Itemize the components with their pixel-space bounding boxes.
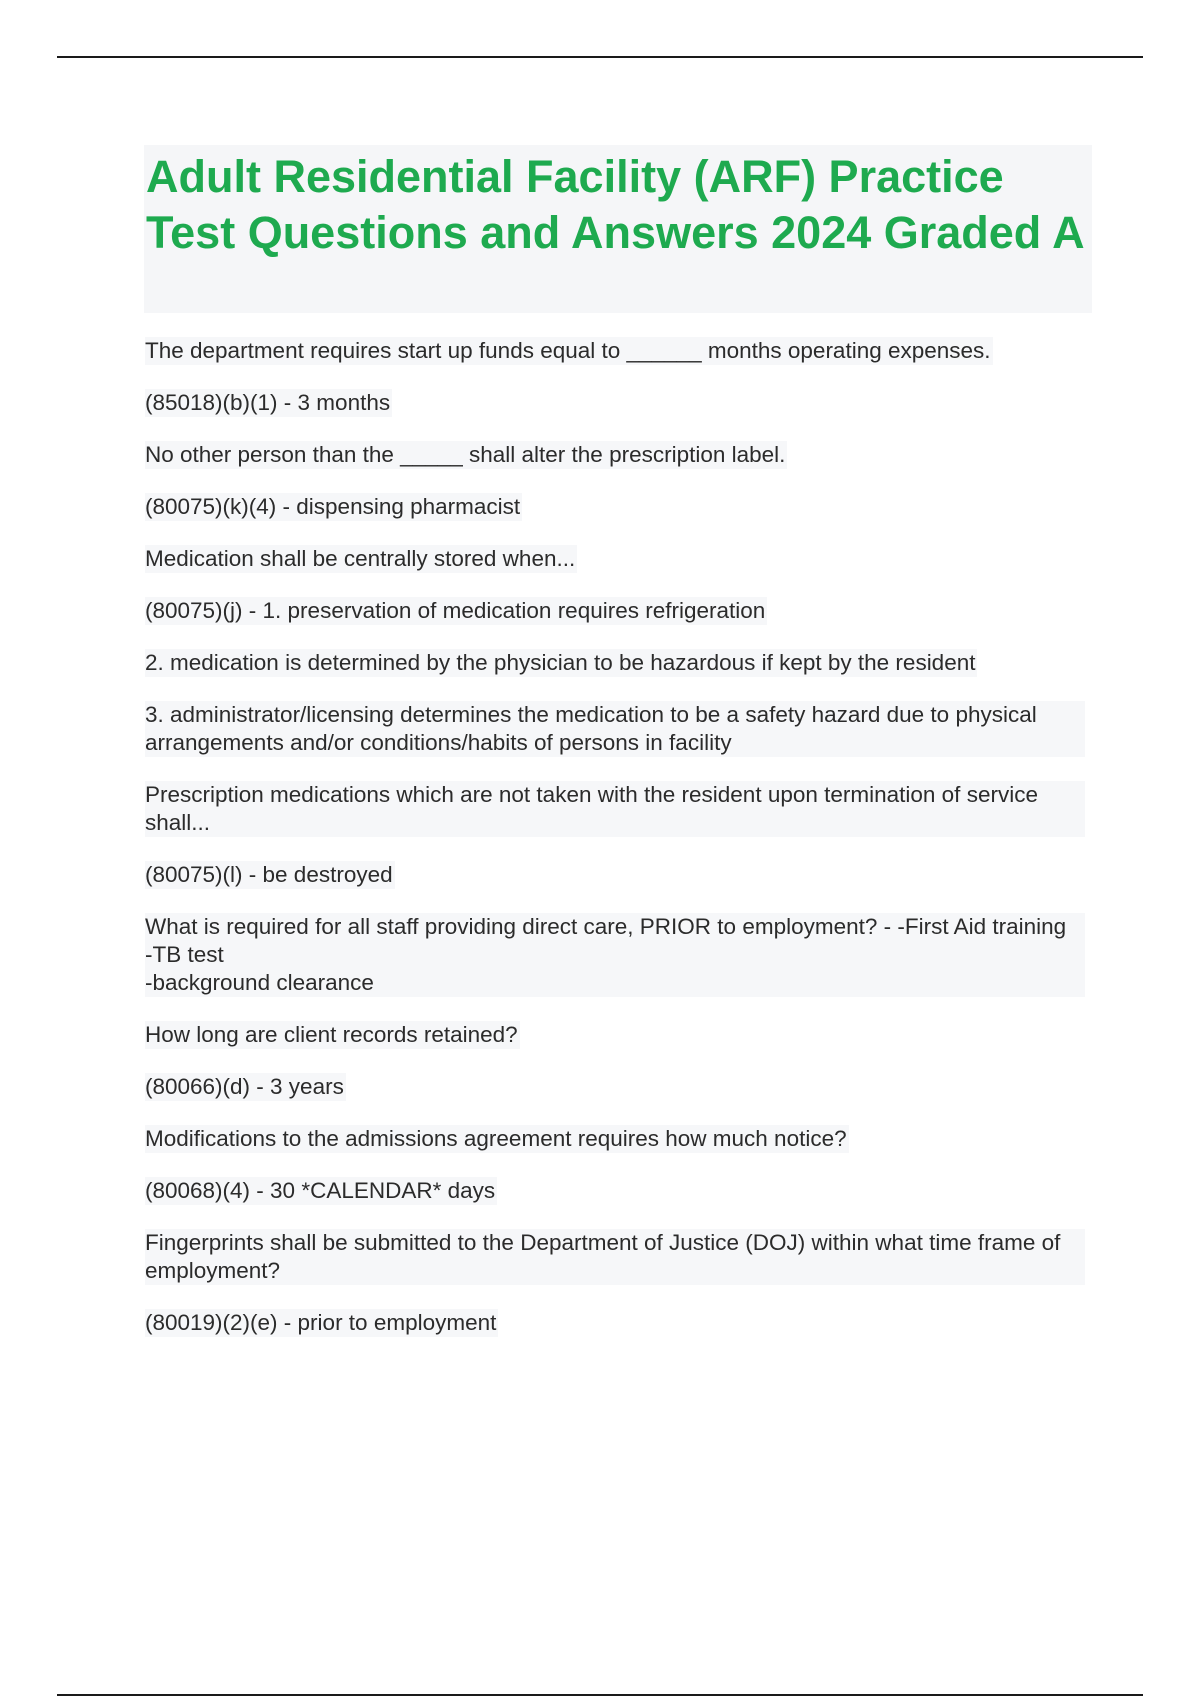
question-staff-requirements: What is required for all staff providing direct care, PRIOR to employment? - -First Aid training [145, 913, 1085, 941]
answer-staff-requirements-background: -background clearance [145, 969, 1085, 997]
question-termination-medications: Prescription medications which are not taken with the resident upon termination of service shall... [145, 781, 1085, 837]
question-central-storage: Medication shall be centrally stored when... [145, 546, 576, 571]
bottom-rule [57, 1694, 1143, 1696]
answer-fingerprints: (80019)(2)(e) - prior to employment [145, 1310, 497, 1335]
answer-termination-medications: (80075)(l) - be destroyed [145, 862, 393, 887]
answer-records-retention: (80066)(d) - 3 years [145, 1074, 344, 1099]
question-fingerprints: Fingerprints shall be submitted to the Department of Justice (DOJ) within what time frame of employment? [145, 1229, 1085, 1285]
question-start-up-funds: The department requires start up funds equal to ______ months operating expenses. [145, 338, 991, 363]
question-records-retention: How long are client records retained? [145, 1022, 518, 1047]
answer-central-storage-2: 2. medication is determined by the physician to be hazardous if kept by the resident [145, 650, 976, 675]
question-admissions-notice: Modifications to the admissions agreement requires how much notice? [145, 1126, 847, 1151]
answer-start-up-funds: (85018)(b)(1) - 3 months [145, 390, 391, 415]
answer-central-storage-3: 3. administrator/licensing determines the medication to be a safety hazard due to physical arrangements and/or conditions/habits of persons in facility [145, 701, 1085, 757]
title-block [144, 145, 1092, 313]
qa-list [145, 337, 1085, 1337]
question-prescription-label: No other person than the _____ shall alter the prescription label. [145, 442, 786, 467]
answer-admissions-notice: (80068)(4) - 30 *CALENDAR* days [145, 1178, 496, 1203]
answer-staff-requirements-tb: -TB test [145, 941, 1085, 969]
answer-central-storage-1: (80075)(j) - 1. preservation of medication requires refrigeration [145, 598, 766, 623]
top-rule [57, 56, 1143, 58]
document-title: Adult Residential Facility (ARF) Practice Test Questions and Answers 2024 Graded A [146, 151, 1085, 258]
answer-prescription-label: (80075)(k)(4) - dispensing pharmacist [145, 494, 521, 519]
